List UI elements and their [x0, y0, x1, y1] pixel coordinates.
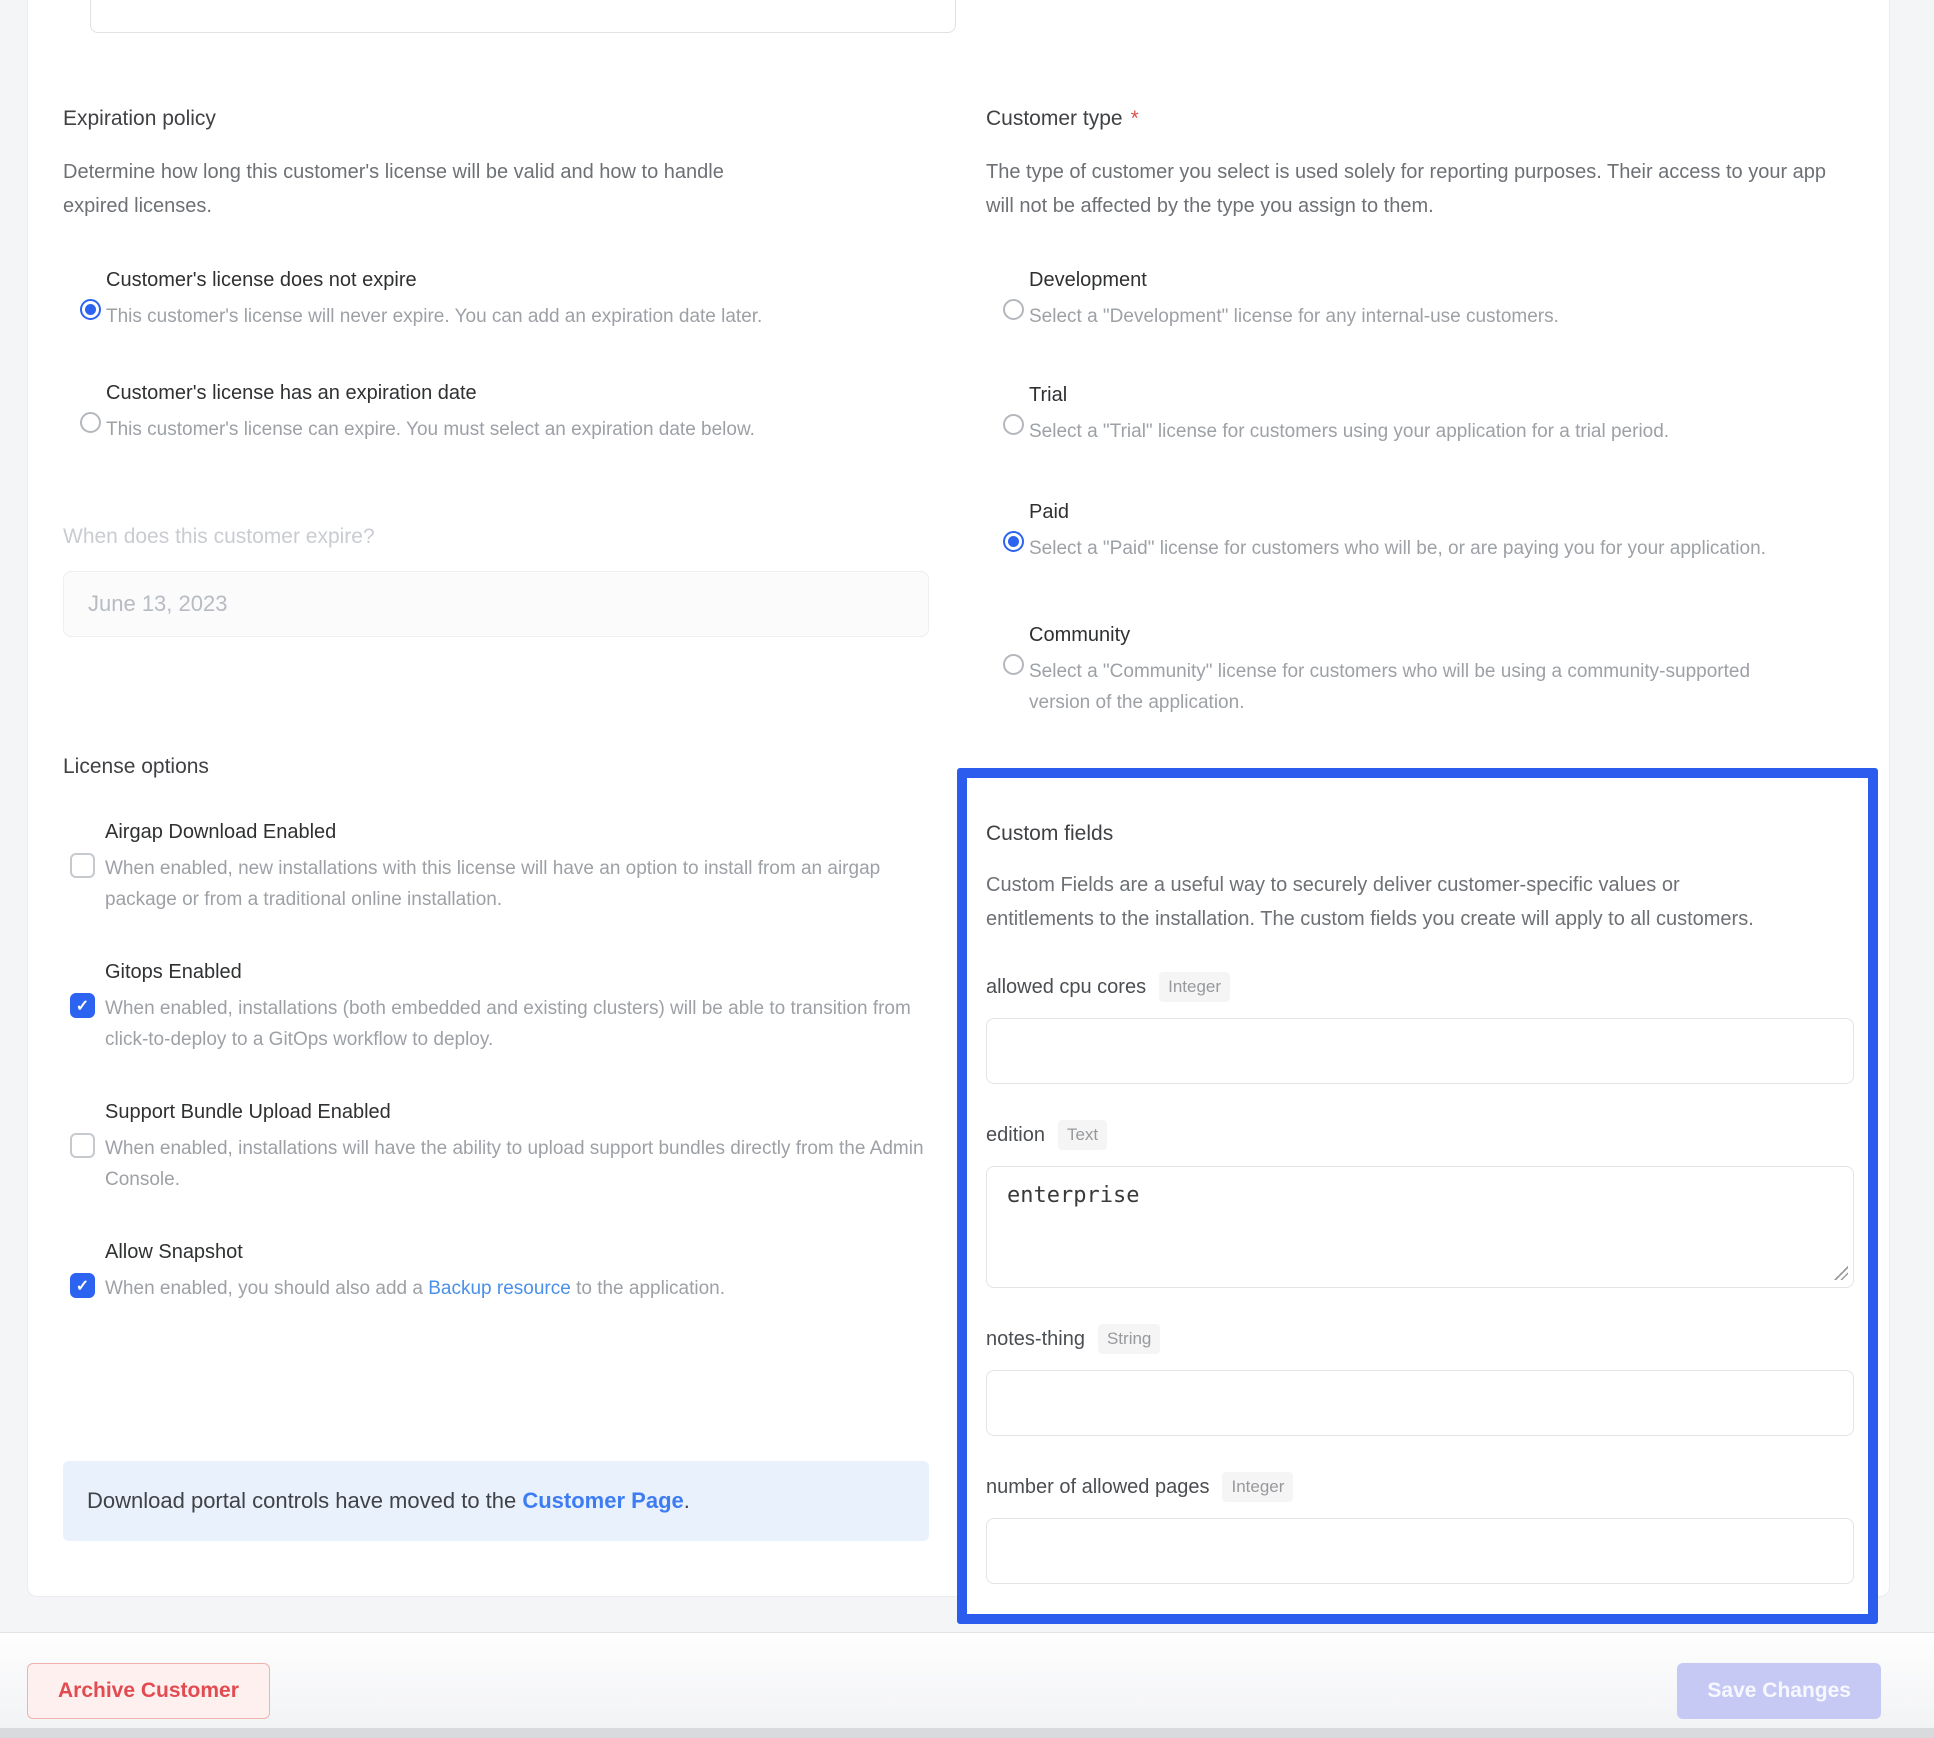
checkbox-label: Airgap Download Enabled: [105, 821, 337, 843]
checkbox-unchecked-icon[interactable]: [70, 853, 95, 878]
checkbox-description: When enabled, installations will have the ability to upload support bundles directly from the Admin Console.: [105, 1138, 924, 1190]
checkbox-checked-icon[interactable]: ✓: [70, 1273, 95, 1298]
radio-label: Development: [1029, 269, 1147, 291]
checkbox-checked-icon[interactable]: ✓: [70, 993, 95, 1018]
radio-option-development[interactable]: [986, 269, 1878, 332]
resize-grip-icon[interactable]: [1834, 1266, 1848, 1280]
bottom-edge-strip: [0, 1728, 1934, 1738]
radio-description: This customer's license can expire. You must select an expiration date below.: [106, 419, 755, 440]
field-label: allowed cpu cores: [986, 975, 1147, 998]
radio-option-license-expires[interactable]: [63, 382, 929, 445]
custom-fields-description: Custom Fields are a useful way to securely deliver customer-specific values or entitlements to the installation. The custom fields you create will apply to all customers.: [986, 874, 1754, 930]
archive-customer-button[interactable]: Archive Customer: [27, 1663, 270, 1719]
checkbox-label: Gitops Enabled: [105, 961, 242, 983]
custom-fields-title: Custom fields: [986, 822, 1114, 845]
field-type-badge: String: [1098, 1324, 1160, 1354]
field-type-badge: Text: [1058, 1120, 1107, 1150]
radio-label: Community: [1029, 624, 1131, 646]
radio-description: Select a "Trial" license for customers using your application for a trial period.: [1029, 421, 1670, 442]
checkbox-description: When enabled, you should also add a Backup resource to the application.: [105, 1278, 726, 1299]
customer-settings-card: [27, 0, 1890, 1597]
radio-option-license-no-expire[interactable]: [63, 269, 929, 332]
checkbox-option-support-bundle[interactable]: [63, 1101, 929, 1195]
field-type-badge: Integer: [1222, 1472, 1293, 1502]
required-asterisk: *: [1130, 107, 1139, 130]
radio-label: Paid: [1029, 501, 1070, 523]
radio-unselected-icon[interactable]: [1003, 299, 1024, 320]
allowed-cpu-cores-input[interactable]: [986, 1018, 1854, 1084]
custom-fields-highlight-box: [957, 768, 1878, 1624]
checkbox-description: When enabled, installations (both embedded and existing clusters) will be able to transition from click-to-deploy to a GitOps workflow to deploy.: [105, 998, 911, 1050]
checkbox-option-gitops[interactable]: [63, 961, 929, 1055]
radio-description: Select a "Development" license for any internal-use customers.: [1029, 306, 1559, 327]
footer-action-bar: [0, 1632, 1934, 1728]
field-label: number of allowed pages: [986, 1475, 1210, 1498]
field-label: edition: [986, 1123, 1045, 1146]
checkbox-label: Allow Snapshot: [105, 1241, 243, 1263]
custom-field-edition: [986, 1120, 1854, 1288]
customer-type-title: Customer type *: [986, 107, 1139, 130]
radio-label: Customer's license does not expire: [106, 269, 417, 291]
save-changes-button[interactable]: Save Changes: [1677, 1663, 1881, 1719]
radio-option-community[interactable]: [986, 624, 1878, 718]
radio-label: Trial: [1029, 384, 1068, 406]
expiration-policy-description: Determine how long this customer's license will be valid and how to handle expired licenses.: [63, 161, 724, 217]
expiration-policy-title: Expiration policy: [63, 107, 216, 130]
field-type-badge: Integer: [1159, 972, 1230, 1002]
left-column: [63, 1, 929, 1541]
expire-date-input: [63, 571, 929, 637]
right-column: [957, 1, 1878, 1624]
backup-resource-link[interactable]: Backup resource: [428, 1278, 571, 1299]
radio-description: Select a "Paid" license for customers who will be, or are paying you for your application.: [1029, 538, 1766, 559]
radio-option-trial[interactable]: [986, 384, 1878, 447]
customer-type-description: The type of customer you select is used solely for reporting purposes. Their access to your app will not be affected by the type you assign to them.: [986, 161, 1827, 217]
checkbox-description: When enabled, new installations with this license will have an option to install from an airgap package or from a traditional online installation.: [105, 858, 881, 910]
number-of-allowed-pages-input[interactable]: [986, 1518, 1854, 1584]
radio-description: This customer's license will never expire. You can add an expiration date later.: [106, 306, 763, 327]
radio-unselected-icon[interactable]: [80, 412, 101, 433]
radio-unselected-icon[interactable]: [1003, 654, 1024, 675]
checkbox-option-allow-snapshot[interactable]: [63, 1241, 929, 1304]
custom-field-allowed-cpu-cores: [986, 972, 1854, 1084]
checkbox-unchecked-icon[interactable]: [70, 1133, 95, 1158]
radio-unselected-icon[interactable]: [1003, 414, 1024, 435]
field-label: notes-thing: [986, 1327, 1085, 1350]
customer-page-link[interactable]: Customer Page: [522, 1488, 684, 1513]
license-options-title: License options: [63, 755, 209, 778]
download-portal-notice: Download portal controls have moved to the Customer Page.: [63, 1461, 929, 1541]
checkbox-option-airgap[interactable]: [63, 821, 929, 915]
custom-field-notes-thing: [986, 1324, 1854, 1436]
edition-textarea[interactable]: [986, 1166, 1854, 1288]
radio-selected-icon[interactable]: [80, 299, 101, 320]
radio-selected-icon[interactable]: [1003, 531, 1024, 552]
radio-description: Select a "Community" license for customers who will be using a community-supported version of the application.: [1029, 661, 1751, 713]
radio-option-paid[interactable]: [986, 501, 1878, 564]
custom-field-number-of-allowed-pages: [986, 1472, 1854, 1584]
checkbox-label: Support Bundle Upload Enabled: [105, 1101, 391, 1123]
expire-date-question: When does this customer expire?: [63, 525, 375, 548]
radio-label: Customer's license has an expiration date: [106, 382, 477, 404]
notes-thing-input[interactable]: [986, 1370, 1854, 1436]
